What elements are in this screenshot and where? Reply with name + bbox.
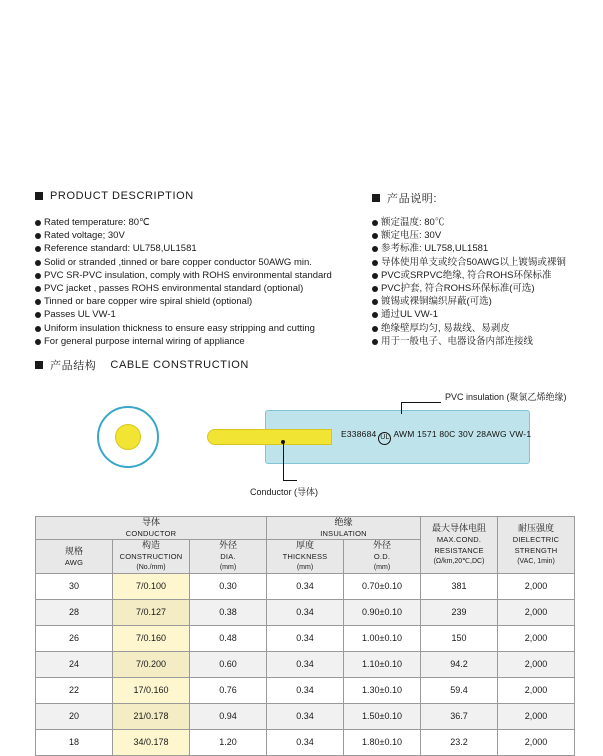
cell-outer-diameter: 1.00±0.10 bbox=[344, 626, 421, 652]
cell-awg: 26 bbox=[36, 626, 113, 652]
bullet-dot-icon bbox=[372, 220, 378, 226]
column-header-outer-diameter bbox=[344, 540, 421, 574]
cross-section-conductor bbox=[115, 424, 141, 450]
description-list-en bbox=[35, 216, 332, 348]
cell-strength: 2,000 bbox=[498, 574, 575, 600]
column-header-resistance bbox=[421, 517, 498, 574]
section-heading-cable-construction bbox=[35, 357, 249, 373]
bullet-dot-icon bbox=[372, 246, 378, 252]
list-item bbox=[372, 335, 566, 348]
bullet-dot-icon bbox=[35, 220, 41, 226]
table-row bbox=[36, 574, 575, 600]
column-header-thickness bbox=[267, 540, 344, 574]
cell-thickness: 0.34 bbox=[267, 626, 344, 652]
column-header-en: THICKNESS bbox=[282, 552, 328, 561]
bullet-dot-icon bbox=[35, 326, 41, 332]
leader-line-insulation bbox=[401, 402, 441, 403]
list-item-label: PVC jacket , passes ROHS environmental standard (optional) bbox=[44, 283, 304, 295]
list-item-label: Passes UL VW-1 bbox=[44, 309, 116, 321]
list-item-label: PVC护套, 符合ROHS环保标准(可选) bbox=[381, 283, 535, 295]
column-header-cn: 耐压强度 bbox=[517, 523, 554, 533]
cell-awg: 28 bbox=[36, 600, 113, 626]
bullet-dot-icon bbox=[35, 312, 41, 318]
column-header-cn: 外径 bbox=[218, 540, 237, 550]
list-item-label: 镀锡或裸铜编织屏蔽(可选) bbox=[381, 296, 492, 308]
cell-resistance: 94.2 bbox=[421, 652, 498, 678]
cell-construction: 7/0.127 bbox=[113, 600, 190, 626]
list-item bbox=[35, 308, 332, 321]
cell-strength: 2,000 bbox=[498, 678, 575, 704]
bullet-dot-icon bbox=[35, 246, 41, 252]
bullet-dot-icon bbox=[35, 286, 41, 292]
list-item bbox=[372, 269, 566, 282]
label-insulation: PVC insulation (聚氯乙烯绝缘) bbox=[445, 392, 567, 402]
column-header-cn: 规格 bbox=[64, 545, 83, 556]
list-item bbox=[35, 269, 332, 282]
table-row bbox=[36, 678, 575, 704]
section-heading-product-description bbox=[35, 190, 194, 202]
column-header-construction bbox=[113, 540, 190, 574]
cell-thickness: 0.34 bbox=[267, 730, 344, 756]
cable-conductor-body bbox=[207, 429, 332, 445]
table-row bbox=[36, 704, 575, 730]
cell-awg: 30 bbox=[36, 574, 113, 600]
list-item bbox=[372, 282, 566, 295]
cell-diameter: 0.60 bbox=[190, 652, 267, 678]
cell-strength: 2,000 bbox=[498, 626, 575, 652]
list-item-label: Rated voltage; 30V bbox=[44, 230, 125, 242]
list-item-label: 参考标准: UL758,UL1581 bbox=[381, 243, 489, 255]
column-header-en: AWG bbox=[64, 557, 84, 567]
cell-outer-diameter: 0.90±0.10 bbox=[344, 600, 421, 626]
list-item-label: Uniform insulation thickness to ensure easy stripping and cutting bbox=[44, 322, 315, 334]
cell-awg: 24 bbox=[36, 652, 113, 678]
group-header-insulation bbox=[267, 517, 421, 540]
bullet-dot-icon bbox=[35, 299, 41, 305]
list-item-label: For general purpose internal wiring of appliance bbox=[44, 335, 245, 347]
cell-resistance: 59.4 bbox=[421, 678, 498, 704]
bullet-dot-icon bbox=[372, 339, 378, 345]
cell-diameter: 0.38 bbox=[190, 600, 267, 626]
list-item bbox=[35, 229, 332, 242]
column-header-en: CONSTRUCTION bbox=[119, 552, 183, 561]
bullet-dot-icon bbox=[35, 260, 41, 266]
cell-resistance: 381 bbox=[421, 574, 498, 600]
cell-outer-diameter: 0.70±0.10 bbox=[344, 574, 421, 600]
list-item-label: PVC或SRPVC绝缘, 符合ROHS环保标准 bbox=[381, 269, 552, 281]
leader-line-conductor bbox=[283, 480, 297, 481]
bullet-dot-icon bbox=[35, 339, 41, 345]
bullet-dot-icon bbox=[372, 326, 378, 332]
table-group-header-row bbox=[36, 517, 575, 540]
list-item bbox=[35, 335, 332, 348]
cell-diameter: 1.20 bbox=[190, 730, 267, 756]
bullet-dot-icon bbox=[372, 299, 378, 305]
cell-construction: 7/0.100 bbox=[113, 574, 190, 600]
column-header-unit: (VAC, 1min) bbox=[517, 558, 555, 565]
cell-diameter: 0.30 bbox=[190, 574, 267, 600]
cell-construction: 34/0.178 bbox=[113, 730, 190, 756]
bullet-dot-icon bbox=[372, 273, 378, 279]
column-header-diameter bbox=[190, 540, 267, 574]
list-item-label: 绝缘壁厚均匀, 易裁线、易剥皮 bbox=[381, 322, 510, 334]
bullet-square-icon bbox=[372, 194, 380, 202]
cell-resistance: 36.7 bbox=[421, 704, 498, 730]
group-header-en: CONDUCTOR bbox=[125, 529, 177, 538]
specification-table bbox=[35, 516, 575, 756]
list-item bbox=[372, 229, 566, 242]
column-header-dielectric-strength bbox=[498, 517, 575, 574]
list-item-label: 额定温度: 80℃ bbox=[381, 217, 445, 228]
cell-thickness: 0.34 bbox=[267, 652, 344, 678]
column-header-unit: (No./mm) bbox=[136, 564, 166, 571]
bullet-dot-icon bbox=[372, 286, 378, 292]
column-header-cn: 最大导体电阻 bbox=[431, 523, 486, 533]
cell-diameter: 0.94 bbox=[190, 704, 267, 730]
column-header-unit: (mm) bbox=[296, 564, 314, 571]
bullet-dot-icon bbox=[372, 312, 378, 318]
ul-logo-icon: UL bbox=[378, 432, 391, 445]
group-header-en: INSULATION bbox=[320, 529, 367, 538]
table-row bbox=[36, 730, 575, 756]
cell-resistance: 23.2 bbox=[421, 730, 498, 756]
list-item bbox=[35, 216, 332, 229]
cell-awg: 22 bbox=[36, 678, 113, 704]
cable-cross-section bbox=[97, 406, 159, 468]
column-header-en-1: MAX.COND. bbox=[436, 535, 482, 544]
leader-line-conductor-vertical bbox=[283, 442, 284, 480]
column-header-unit: (mm) bbox=[219, 564, 237, 571]
table-body bbox=[36, 574, 575, 756]
group-header-cn: 导体 bbox=[141, 517, 160, 527]
list-item-label: Tinned or bare copper wire spiral shield (optional) bbox=[44, 296, 253, 308]
list-item bbox=[372, 242, 566, 255]
cell-construction: 7/0.160 bbox=[113, 626, 190, 652]
list-item-label: 导体使用单支或绞合50AWG以上镀锡或裸铜 bbox=[381, 256, 566, 268]
list-item bbox=[372, 256, 566, 269]
table-row bbox=[36, 626, 575, 652]
print-rating-text: AWM 1571 80C 30V 28AWG VW-1 bbox=[393, 429, 532, 439]
column-header-en-1: DIELECTRIC bbox=[512, 535, 560, 544]
section-heading-product-description-cn bbox=[372, 190, 437, 206]
cell-thickness: 0.34 bbox=[267, 678, 344, 704]
list-item-label: Solid or stranded ,tinned or bare copper conductor 50AWG min. bbox=[44, 256, 312, 268]
bullet-dot-icon bbox=[35, 233, 41, 239]
cell-construction: 7/0.200 bbox=[113, 652, 190, 678]
bullet-dot-icon bbox=[372, 260, 378, 266]
list-item-label: Reference standard: UL758,UL1581 bbox=[44, 243, 197, 255]
cell-diameter: 0.48 bbox=[190, 626, 267, 652]
label-conductor: Conductor (导体) bbox=[250, 487, 319, 497]
list-item bbox=[35, 282, 332, 295]
bullet-dot-icon bbox=[35, 273, 41, 279]
column-header-en: DIA. bbox=[220, 552, 236, 561]
column-header-unit: (Ω/km,20℃,DC) bbox=[433, 558, 485, 565]
cell-strength: 2,000 bbox=[498, 600, 575, 626]
list-item bbox=[372, 308, 566, 321]
leader-dot-conductor bbox=[281, 440, 285, 444]
column-header-en: O.D. bbox=[373, 552, 391, 561]
list-item-label: 通过UL VW-1 bbox=[381, 309, 439, 321]
cell-outer-diameter: 1.10±0.10 bbox=[344, 652, 421, 678]
cell-awg: 20 bbox=[36, 704, 113, 730]
cell-thickness: 0.34 bbox=[267, 574, 344, 600]
table-row bbox=[36, 600, 575, 626]
list-item bbox=[35, 242, 332, 255]
list-item bbox=[35, 256, 332, 269]
table-row bbox=[36, 652, 575, 678]
description-list-cn bbox=[372, 216, 566, 348]
cell-outer-diameter: 1.50±0.10 bbox=[344, 704, 421, 730]
cable-surface-print bbox=[341, 429, 531, 445]
cell-strength: 2,000 bbox=[498, 652, 575, 678]
cell-outer-diameter: 1.30±0.10 bbox=[344, 678, 421, 704]
column-header-cn: 外径 bbox=[372, 540, 391, 550]
bullet-square-icon bbox=[35, 192, 43, 200]
cell-thickness: 0.34 bbox=[267, 704, 344, 730]
list-item-label: PVC SR-PVC insulation, comply with ROHS environmental standard bbox=[44, 269, 332, 281]
section-heading-label-cn: 产品结构 bbox=[50, 360, 97, 372]
column-header-awg bbox=[36, 540, 113, 574]
list-item-label: 额定电压: 30V bbox=[381, 230, 442, 242]
column-header-cn: 厚度 bbox=[295, 540, 314, 550]
cell-outer-diameter: 1.80±0.10 bbox=[344, 730, 421, 756]
list-item-label: 用于一般电子、电器设备内部连接线 bbox=[381, 335, 534, 347]
cell-thickness: 0.34 bbox=[267, 600, 344, 626]
bullet-square-icon bbox=[35, 361, 43, 369]
cell-resistance: 239 bbox=[421, 600, 498, 626]
group-header-conductor bbox=[36, 517, 267, 540]
list-item bbox=[35, 322, 332, 335]
cell-strength: 2,000 bbox=[498, 730, 575, 756]
list-item bbox=[372, 322, 566, 335]
bullet-dot-icon bbox=[372, 233, 378, 239]
cell-awg: 18 bbox=[36, 730, 113, 756]
column-header-en-2: STRENGTH bbox=[514, 546, 558, 555]
section-heading-label-en: CABLE CONSTRUCTION bbox=[110, 359, 249, 371]
print-file-number: E338684 bbox=[341, 429, 377, 439]
list-item-label: Rated temperature: 80℃ bbox=[44, 217, 150, 228]
cell-resistance: 150 bbox=[421, 626, 498, 652]
table-head bbox=[36, 517, 575, 574]
column-header-cn: 构造 bbox=[141, 540, 160, 550]
cell-strength: 2,000 bbox=[498, 704, 575, 730]
section-heading-label: PRODUCT DESCRIPTION bbox=[50, 190, 194, 202]
cell-construction: 21/0.178 bbox=[113, 704, 190, 730]
column-header-en-2: RESISTANCE bbox=[434, 546, 484, 555]
cell-diameter: 0.76 bbox=[190, 678, 267, 704]
section-heading-label-cn: 产品说明: bbox=[387, 193, 438, 205]
group-header-cn: 绝缘 bbox=[334, 517, 353, 527]
cell-construction: 17/0.160 bbox=[113, 678, 190, 704]
leader-line-insulation-vertical bbox=[401, 402, 402, 414]
cable-diagram bbox=[35, 388, 575, 498]
list-item bbox=[35, 295, 332, 308]
list-item bbox=[372, 216, 566, 229]
column-header-unit: (mm) bbox=[373, 564, 391, 571]
list-item bbox=[372, 295, 566, 308]
